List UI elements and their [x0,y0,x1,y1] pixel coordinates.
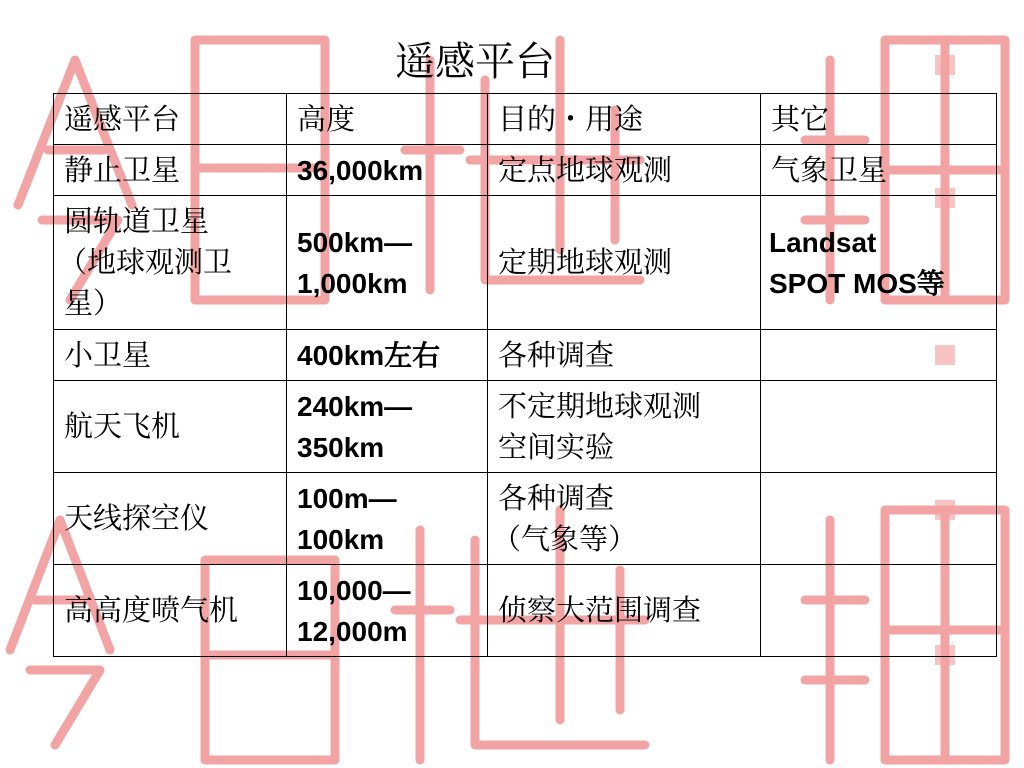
cell-other [761,565,997,657]
cell-altitude: 100m— 100km [287,473,488,565]
cell-purpose: 各种调查 （气象等） [488,473,761,565]
header-cell-purpose: 目的・用途 [488,94,761,145]
cell-altitude: 500km— 1,000km [287,196,488,330]
cell-purpose: 定点地球观测 [488,145,761,196]
table-row [54,565,997,657]
cell-other [761,381,997,473]
cell-purpose: 侦察大范围调查 [488,565,761,657]
cell-platform: 静止卫星 [54,145,287,196]
table-row [54,196,997,330]
cell-altitude: 36,000km [287,145,488,196]
cell-platform: 航天飞机 [54,381,287,473]
cell-other: Landsat SPOT MOS等 [761,196,997,330]
cell-platform: 天线探空仪 [54,473,287,565]
cell-purpose: 定期地球观测 [488,196,761,330]
header-cell-altitude: 高度 [287,94,488,145]
platform-table [53,93,997,657]
cell-platform: 圆轨道卫星 （地球观测卫 星） [54,196,287,330]
cell-purpose: 各种调查 [488,330,761,381]
table-header-row [54,94,997,145]
cell-platform: 小卫星 [54,330,287,381]
table-row [54,473,997,565]
page-title: 遥感平台 [395,39,555,85]
cell-other [761,330,997,381]
table-row [54,330,997,381]
cell-purpose: 不定期地球观测 空间实验 [488,381,761,473]
cell-other: 气象卫星 [761,145,997,196]
cell-altitude: 400km左右 [287,330,488,381]
table-row [54,145,997,196]
header-cell-other: 其它 [761,94,997,145]
table-row [54,381,997,473]
cell-platform: 高高度喷气机 [54,565,287,657]
cell-altitude: 10,000— 12,000m [287,565,488,657]
cell-altitude: 240km— 350km [287,381,488,473]
cell-other [761,473,997,565]
header-cell-platform: 遥感平台 [54,94,287,145]
